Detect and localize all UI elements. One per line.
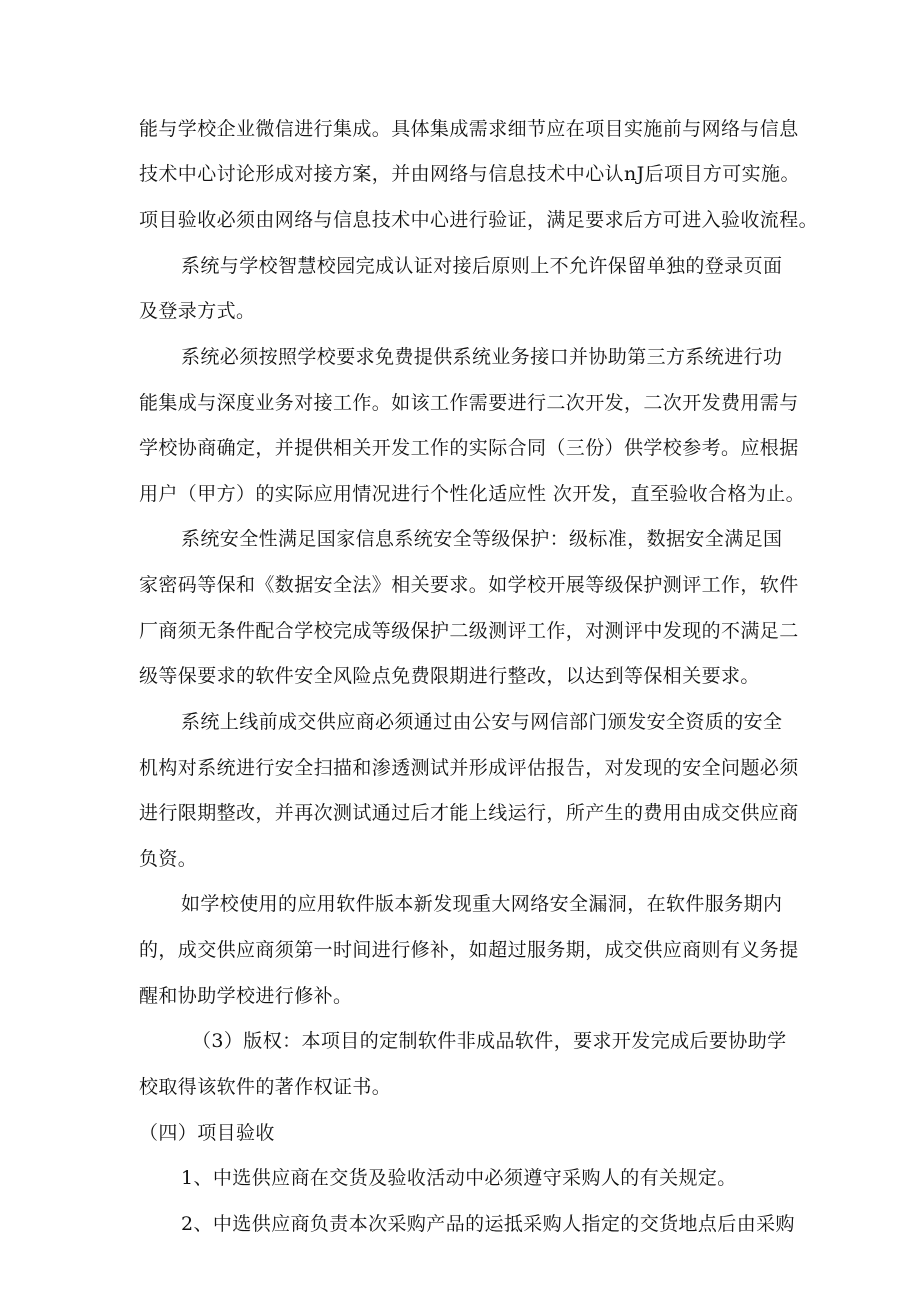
text-line: 用户（甲方）的实际应用情况进行个性化适应性 次开发，直至验收合格为止。: [139, 483, 806, 505]
text-line: 技术中心讨论形成对接方案，并由网络与信息技术中心认nJ后项目方可实施。: [139, 163, 800, 185]
text-line: 家密码等保和《数据安全法》相关要求。如学校开展等级保护测评工作，软件: [139, 574, 799, 596]
text-line: 级等保要求的软件安全风险点免费限期进行整改，以达到等保相关要求。: [139, 665, 760, 687]
text-line: 机构对系统进行安全扫描和渗透测试并形成评估报告，对发现的安全问题必须: [139, 757, 799, 779]
text-line: 学校协商确定，并提供相关开发工作的实际合同（三份）供学校参考。应根据: [139, 437, 799, 459]
text-line: 项目验收必须由网络与信息技术中心进行验证，满足要求后方可进入验收流程。: [139, 209, 819, 231]
text-line: 能集成与深度业务对接工作。如该工作需要进行二次开发，二次开发费用需与: [139, 392, 799, 414]
text-line: 2、中选供应商负责本次采购产品的运抵采购人指定的交货地点后由采购: [181, 1213, 795, 1235]
text-line: 及登录方式。: [139, 300, 256, 322]
text-line: 如学校使用的应用软件版本新发现重大网络安全漏洞，在软件服务期内: [181, 893, 783, 915]
text-line: 系统安全性满足国家信息系统安全等级保护：级标准，数据安全满足国: [181, 528, 783, 550]
text-line: 醒和协助学校进行修补。: [139, 985, 353, 1007]
text-line: 进行限期整改，并再次测试通过后才能上线运行，所产生的费用由成交供应商: [139, 802, 799, 824]
text-line: 负资。: [139, 848, 198, 870]
text-line: 系统与学校智慧校园完成认证对接后原则上不允许保留单独的登录页面: [181, 255, 783, 277]
section-heading: （四）项目验收: [139, 1122, 275, 1144]
text-line: 校取得该软件的著作权证书。: [139, 1076, 392, 1098]
text-line: 能与学校企业微信进行集成。具体集成需求细节应在项目实施前与网络与信息: [139, 118, 799, 140]
text-line: （3）版权：本项目的定制软件非成品软件，要求开发完成后要协助学: [192, 1030, 787, 1052]
text-line: 系统必须按照学校要求免费提供系统业务接口并协助第三方系统进行功: [181, 346, 783, 368]
text-line: 1、中选供应商在交货及验收活动中必须遵守采购人的有关规定。: [181, 1167, 737, 1189]
text-line: 厂商须无条件配合学校完成等级保护二级测评工作，对测评中发现的不满足二: [139, 620, 799, 642]
text-line: 系统上线前成交供应商必须通过由公安与网信部门颁发安全资质的安全: [181, 711, 783, 733]
text-line: 的，成交供应商须第一时间进行修补，如超过服务期，成交供应商则有义务提: [139, 939, 799, 961]
